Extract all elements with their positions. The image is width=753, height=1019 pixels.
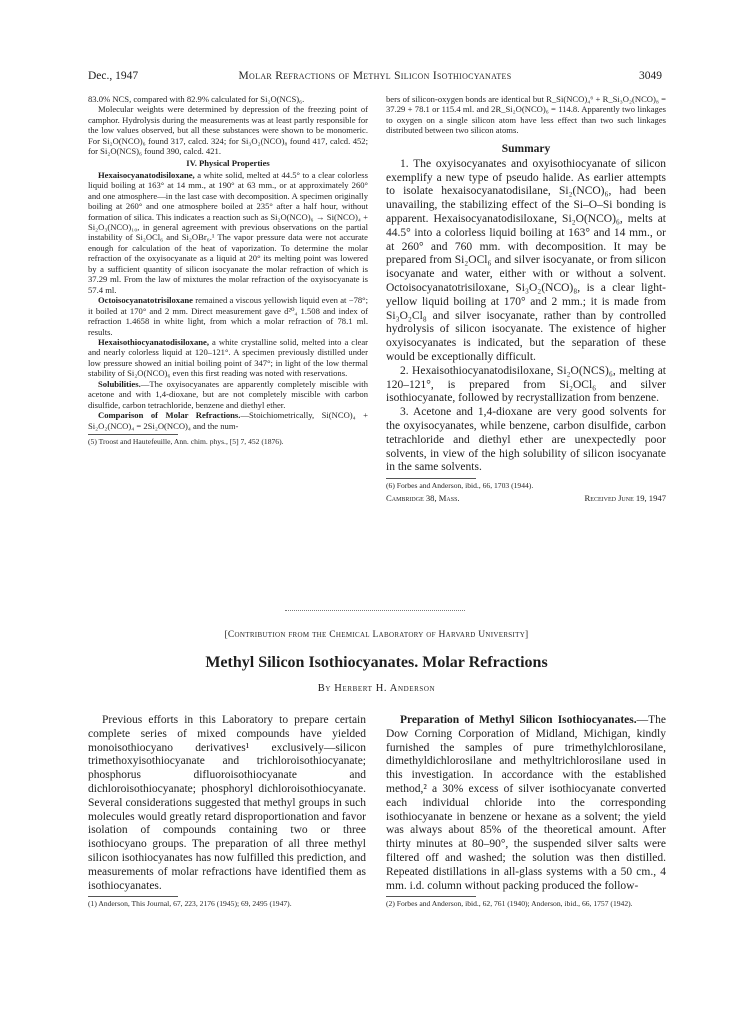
paragraph [88,170,368,295]
summary-item: 2. Hexaisothiocyanatodisiloxane, Si₂O(NCS)₆, melting at 120–121°, is prepared from Si₂OCl₆ and silver isothiocyanate, followed by recrystallization from benzene. [386,364,666,405]
footnote: (2) Forbes and Anderson, ibid., 62, 761 (1940); Anderson, ibid., 66, 1757 (1942). [386,899,633,909]
section-heading: IV. Physical Properties [186,157,270,168]
paragraph: bers of silicon-oxygen bonds are identical but R_Si(NCO)₄⁶ + R_Si₃O₂(NCO)₈ = 37.29 + 78.1 or 115.4 ml. and 2R_Si₂O(NCO)₆ = 114.8. Apparently two linkages to oxygen on a single silicon atom have less effect than two such linkages distributed between two silicon atoms. [386,94,666,136]
issue-date: Dec., 1947 [88,70,139,82]
paragraph-text: —Stoichiometrically, Si(NCO)₄ + Si₂O₂(NCO)₄ = 2Si₂O(NCO)₄ and the num- [88,410,369,431]
paragraph-text: a white solid, melted at 44.5° to a clear colorless liquid boiling at 163° at 14 mm., at 190° at 63 mm., or at approximately 260° and one atmosphere—in the last case with decomposition. A specimen originally boiling at 260° and one atmosphere boiled at 235° after a half hour, without formation of silica. This indicates a reaction such as Si₂O(NCO)₆ → Si(NCO)₄ + Si₂O₃(NCO)₁₀, in general agreement with previous observations on the partial instability of Si₂OCl₆ and Si₂OBr₆.¹ The vapor pressure data were not accurate enough for calculation of the heat of vaporization. To determine the molar refraction of the oxyisocyanate as a liquid at 20° its melting point was lowered by a sufficient quantity of silicon isocyanate the molar refraction of which is 37.29 ml. From the law of mixtures the molar refraction of the oxyisocyanate is 57.4 ml. [88,169,368,295]
footnote-rule [386,896,476,897]
running-title: Molar Refractions of Methyl Silicon Isothiocyanates [238,70,512,82]
run-in-heading: Solubilities. [98,378,141,389]
footnote: (6) Forbes and Anderson, ibid., 66, 1703 (1944). [386,481,534,491]
footnote-rule [88,434,178,435]
bottom-right-column [386,714,666,909]
contribution-line: [Contribution from the Chemical Laboratory of Harvard University] [224,630,529,640]
article-title: Methyl Silicon Isothiocyanates. Molar Refractions [205,654,548,671]
signature-line [386,493,666,504]
byline: By Herbert H. Anderson [317,683,436,694]
paragraph-text: a white crystalline solid, melted into a clear and nearly colorless liquid at 120–121°. A specimen previously distilled under low pressure showed an initial boiling point of 347°; in light of the low thermal stability of Si₂O(NCO)₆ even this first reading was noted with reservations. [88,336,368,379]
footnote: (1) Anderson, This Journal, 67, 223, 2176 (1945); 69, 2495 (1947). [88,899,292,909]
top-right-column [386,94,666,504]
run-in-heading: Hexaisothiocyanatodisiloxane, [98,336,210,347]
paragraph-text: —The oxyisocyanates are apparently completely miscible with acetone and with 1,4-dioxane, but are not completely miscible with carbon disulfide, carbon tetrachloride, benzene and diethyl ether. [88,378,368,410]
summary-item: 1. The oxyisocyanates and oxyisothiocyanate of silicon exemplify a new type of pseudo halide. As earlier attempts to isolate hexaisocyanatodisilane, Si₂(NCO)₆, had been unavailing, the stabilizing effect of the Si–O–Si bonding is apparent. Hexaisocyanatodisiloxane, Si₂O(NCO)₆, melts at 44.5° into a colorless liquid boiling at 163° and 14 mm., or at 260° and 760 mm. with decomposition. It may be prepared from Si₂OCl₆ and silver isocyanate, or from silicon isocyanate and water, either with or without a solvent. Octoisocyanatotrisiloxane, Si₃O₂(NCO)₈, is a clear light-yellow liquid boiling at 170° and 2 mm.; it is made from Si₃O₂Cl₈ and silver isocyanate, rather than by controlled hydrolysis of silicon isocyanate. The existence of higher oxyisocyanates is indicated, but the separation of these would be exceptionally difficult. [386,157,666,363]
run-in-heading: Comparison of Molar Refractions. [98,410,241,421]
paragraph [88,337,368,379]
received-date: Received June 19, 1947 [584,492,666,503]
summary-item: 3. Acetone and 1,4-dioxane are very good solvents for the oxyisocyanates, while benzene, carbon disulfide, carbon tetrachloride and diethyl ether are unexpectedly poor solvents, in view of the high solubility of silicon isocyanate in the same solvents. [386,406,666,474]
top-left-column [88,94,368,447]
footnote-rule [88,896,178,897]
paragraph-text: remained a viscous yellowish liquid even at −78°; it boiled at 170° and 2 mm. Direct measurement gave d²⁰₄ 1.508 and index of refraction 1.4658 in white light, from which a molar refraction of 78.1 ml. results. [88,295,368,337]
paragraph-text: —The Dow Corning Corporation of Midland, Michigan, kindly furnished the samples of pure trimethylchlorosilane, dimethyldichlorosilane and methyltrichlorosilane used in this investigation. In accordance with the established method,² a 30% excess of silver isothiocyanate converted each individual chloride into the corresponding isothiocyanate in benzene or hexane as a solvent; the yield was always about 85% of the theoretical amount. After thirty minutes at 80–90°, the suspended silver salts were filtered off and washed; the solution was then distilled. Repeated distillations in all-glass systems with a 50 cm., 4 mm. i.d. column without packing produced the follow- [386,714,666,892]
paragraph [88,379,368,410]
run-in-heading: Hexaisocyanatodisiloxane, [98,169,195,180]
footnote-rule [386,478,476,479]
running-header [88,70,662,84]
bottom-left-column [88,714,366,909]
footnote: (5) Troost and Hautefeuille, Ann. chim. phys., [5] 7, 452 (1876). [88,437,284,447]
paragraph: Molecular weights were determined by depression of the freezing point of camphor. Hydrolysis during the measurements was at least partly responsible for the low values observed, but all these substances were shown to be monomeric. For Si₂O(NCO)₆ found 317, calcd. 324; for Si₃O₂(NCO)₈ found 417, calcd. 452; for Si₂O(NCS)₆ found 390, calcd. 421. [88,104,368,157]
page-number: 3049 [639,70,662,82]
article-separator [285,610,465,611]
paragraph [386,714,666,893]
paragraph: Previous efforts in this Laboratory to prepare certain complete series of mixed compounds have yielded monoisothiocyano derivatives¹ exclusively—silicon trimethoxyisothiocyanate and trichloroisothiocyanate; phosphorus difluoroisothiocyanate and dichloroisothiocyanate; phosphoryl dichloroisothiocyanate. Several considerations suggested that methyl groups in such molecules would greatly retard disproportionation and favor isolation of compounds containing two or three isothiocyano groups. The preparation of all three methyl silicon isothiocyanates has now fulfilled this prediction, and measurements of molar refractions have identified them as isothiocyanates. [88,714,366,892]
summary-heading: Summary [501,142,551,155]
run-in-heading: Octoisocyanatotrisiloxane [98,295,193,306]
section-heading: Preparation of Methyl Silicon Isothiocyanates. [400,714,637,726]
place: Cambridge 38, Mass. [386,492,460,503]
paragraph [88,295,368,337]
paragraph [88,410,368,431]
paragraph: 83.0% NCS, compared with 82.9% calculated for Si₂O(NCS)₆. [88,94,305,104]
